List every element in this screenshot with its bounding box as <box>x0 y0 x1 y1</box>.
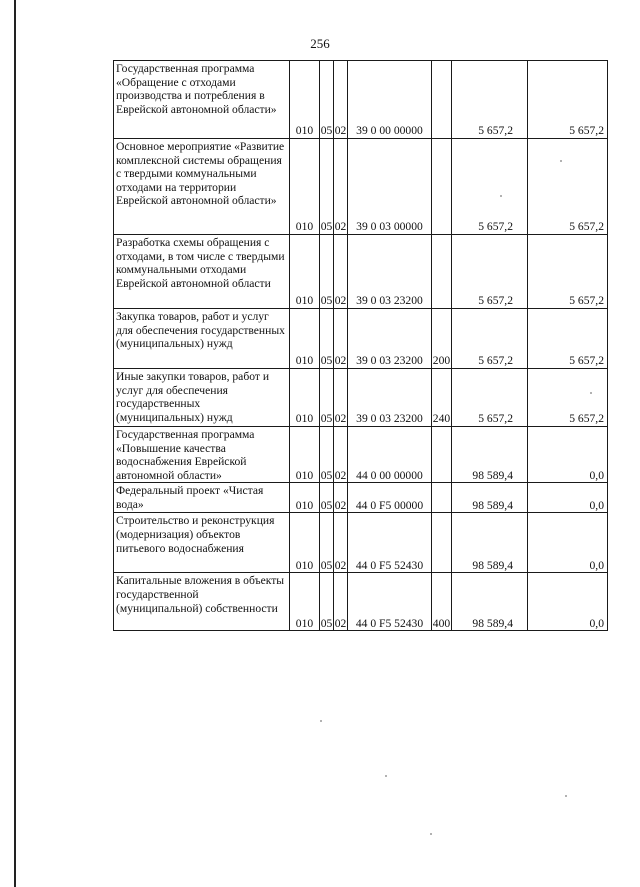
csr-code-cell: 44 0 F5 52430 <box>348 513 432 573</box>
pr-code-cell: 02 <box>334 513 348 573</box>
amount-2022-cell: 0,0 <box>528 573 608 631</box>
vr-code-cell <box>432 235 452 309</box>
gr-code-cell: 010 <box>290 483 320 513</box>
csr-code-cell: 39 0 03 23200 <box>348 235 432 309</box>
vr-code-cell <box>432 139 452 235</box>
rz-code-cell: 05 <box>320 139 334 235</box>
csr-code-cell: 44 0 F5 52430 <box>348 573 432 631</box>
table-row <box>114 309 608 369</box>
vr-code-cell: 240 <box>432 369 452 427</box>
csr-code-cell: 44 0 00 00000 <box>348 427 432 483</box>
amount-2021-cell: 98 589,4 <box>452 483 528 513</box>
gr-code-cell: 010 <box>290 513 320 573</box>
vr-code-cell <box>432 61 452 139</box>
vr-code-cell: 200 <box>432 309 452 369</box>
rz-code-cell: 05 <box>320 235 334 309</box>
amount-2021-cell: 98 589,4 <box>452 513 528 573</box>
row-name-cell: Федеральный проект «Чистая вода» <box>114 483 290 513</box>
vr-code-cell: 400 <box>432 573 452 631</box>
row-name-cell: Основное мероприятие «Развитие комплексной системы обращения с твердыми коммунальными отходами на территории Еврейской автономной области» <box>114 139 290 235</box>
amount-2022-cell: 5 657,2 <box>528 61 608 139</box>
csr-code-cell: 39 0 03 23200 <box>348 369 432 427</box>
row-name-cell: Иные закупки товаров, работ и услуг для обеспечения государственных (муниципальных) нужд <box>114 369 290 427</box>
pr-code-cell: 02 <box>334 61 348 139</box>
vr-code-cell <box>432 427 452 483</box>
rz-code-cell: 05 <box>320 369 334 427</box>
amount-2022-cell: 0,0 <box>528 483 608 513</box>
row-name-cell: Разработка схемы обращения с отходами, в том числе с твердыми коммунальными отходами Еврейской автономной области <box>114 235 290 309</box>
amount-2021-cell: 5 657,2 <box>452 61 528 139</box>
csr-code-cell: 44 0 F5 00000 <box>348 483 432 513</box>
table-row <box>114 427 608 483</box>
rz-code-cell: 05 <box>320 309 334 369</box>
table-row <box>114 369 608 427</box>
pr-code-cell: 02 <box>334 427 348 483</box>
amount-2022-cell: 0,0 <box>528 513 608 573</box>
gr-code-cell: 010 <box>290 369 320 427</box>
row-name-cell: Государственная программа «Повышение качества водоснабжения Еврейской автономной области» <box>114 427 290 483</box>
table-row <box>114 513 608 573</box>
pr-code-cell: 02 <box>334 573 348 631</box>
amount-2022-cell: 5 657,2 <box>528 139 608 235</box>
row-name-cell: Закупка товаров, работ и услуг для обеспечения государственных (муниципальных) нужд <box>114 309 290 369</box>
row-name-cell: Капитальные вложения в объекты государственной (муниципальной) собственности <box>114 573 290 631</box>
row-name-cell: Строительство и реконструкция (модернизация) объектов питьевого водоснабжения <box>114 513 290 573</box>
vr-code-cell <box>432 513 452 573</box>
amount-2021-cell: 5 657,2 <box>452 369 528 427</box>
row-name-cell: Государственная программа «Обращение с отходами производства и потребления в Еврейской автономной области» <box>114 61 290 139</box>
rz-code-cell: 05 <box>320 483 334 513</box>
scan-speck <box>565 795 567 797</box>
csr-code-cell: 39 0 03 23200 <box>348 309 432 369</box>
rz-code-cell: 05 <box>320 573 334 631</box>
scan-speck <box>385 775 387 777</box>
table-row <box>114 61 608 139</box>
gr-code-cell: 010 <box>290 427 320 483</box>
gr-code-cell: 010 <box>290 61 320 139</box>
rz-code-cell: 05 <box>320 513 334 573</box>
pr-code-cell: 02 <box>334 483 348 513</box>
vr-code-cell <box>432 483 452 513</box>
amount-2021-cell: 5 657,2 <box>452 309 528 369</box>
pr-code-cell: 02 <box>334 139 348 235</box>
scan-speck <box>500 195 502 197</box>
table-row <box>114 573 608 631</box>
pr-code-cell: 02 <box>334 309 348 369</box>
gr-code-cell: 010 <box>290 139 320 235</box>
table-row <box>114 139 608 235</box>
amount-2022-cell: 5 657,2 <box>528 309 608 369</box>
scan-speck <box>320 720 322 722</box>
amount-2022-cell: 0,0 <box>528 427 608 483</box>
gr-code-cell: 010 <box>290 235 320 309</box>
scan-speck <box>590 392 592 394</box>
csr-code-cell: 39 0 03 00000 <box>348 139 432 235</box>
pr-code-cell: 02 <box>334 369 348 427</box>
table-row <box>114 235 608 309</box>
amount-2021-cell: 98 589,4 <box>452 427 528 483</box>
amount-2022-cell: 5 657,2 <box>528 235 608 309</box>
table-row <box>114 483 608 513</box>
amount-2022-cell: 5 657,2 <box>528 369 608 427</box>
scan-speck <box>560 160 562 162</box>
csr-code-cell: 39 0 00 00000 <box>348 61 432 139</box>
amount-2021-cell: 5 657,2 <box>452 139 528 235</box>
amount-2021-cell: 5 657,2 <box>452 235 528 309</box>
gr-code-cell: 010 <box>290 573 320 631</box>
page-binding-line <box>14 0 16 887</box>
amount-2021-cell: 98 589,4 <box>452 573 528 631</box>
pr-code-cell: 02 <box>334 235 348 309</box>
rz-code-cell: 05 <box>320 427 334 483</box>
scan-speck <box>430 833 432 835</box>
gr-code-cell: 010 <box>290 309 320 369</box>
rz-code-cell: 05 <box>320 61 334 139</box>
page-number: 256 <box>310 36 330 51</box>
budget-table <box>113 60 608 631</box>
